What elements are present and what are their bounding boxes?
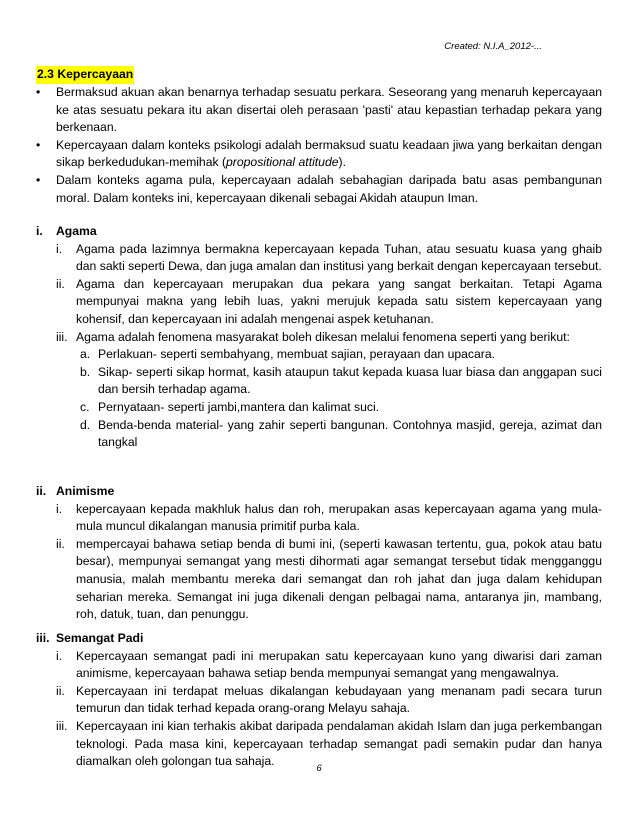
list-item-text: Agama dan kepercayaan merupakan dua pekara yang sangat berkaitan. Tetapi Agama mempunyai makna yang lebih luas, yakni merujuk kepada satu sistem kepercayaan yang kohensif, dan kepercayaan ini adalah mengenai aspek ketuhanan. [76,276,602,326]
list-item [36,683,602,718]
intro-bullet-text: Kepercayaan dalam konteks psikologi adalah bermaksud suatu keadaan jiwa yang berkaitan dengan sikap berkedudukan-memihak ( [56,137,602,170]
sub-list-item-letter: c. [80,399,90,414]
list-item [36,276,602,329]
section-heading [36,630,602,648]
list-item-text: Kepercayaan ini kian terhakis akibat daripada pendalaman akidah Islam dan juga perkembangan teknologi. Pada masa kini, kepercayaan terhadap semangat padi semakin pudar dan hanya diamalkan oleh golongan tua sahaja. [76,718,602,769]
intro-bullet-text: Dalam konteks agama pula, kepercayaan adalah sebahagian daripada batu asas pembangunan moral. Dalam konteks ini, kepercayaan dikenali sebagai Akidah ataupun Iman. [56,172,602,205]
sub-list-item [36,399,602,417]
list-item-text: Kepercayaan ini terdapat meluas dikalangan kebudayaan yang menanam padi secara turun temurun dan tidak terhad kepada orang-orang Melayu sahaja. [76,683,602,716]
intro-bullet-list [36,84,602,207]
sub-list-item [36,364,602,399]
section-semangat-padi [36,630,602,771]
sub-list-item-text: Pernyataan- seperti jambi,mantera dan kalimat suci. [98,399,380,414]
header-note: Created: N.I.A_2012-... [444,41,542,52]
section-heading-text: Agama [56,224,97,238]
section-number: i. [36,224,43,238]
page-number: 6 [316,763,322,774]
list-item-text: mempercayai bahawa setiap benda di bumi ini, (seperti kawasan tertentu, gua, pokok atau batu besar), mempunyai semangat yang mesti dihormati agar semangat tersebut tidak mengganggu manusia, malah membantu mereka dari semangat dan roh jahat dan juga dalam kehidupan seharian mereka. Semangat ini juga dikenali dengan pelbagai nama, antaranya jin, mambang, roh, datuk, tuan, dan penunggu. [76,536,602,622]
section-number: iii. [36,631,50,645]
list-item [36,648,602,683]
list-item-number: i. [56,501,63,516]
list-item-number: iii. [56,329,68,344]
section-agama [36,223,602,452]
sub-list-item-text: Perlakuan- seperti sembahyang, membuat sajian, perayaan dan upacara. [98,347,496,362]
list-item [36,329,602,347]
sub-list-item-letter: d. [80,417,91,432]
intro-bullet-text: Bermaksud akuan akan benarnya terhadap sesuatu perkara. Seseorang yang menaruh kepercayaan ke atas sesuatu pekara itu akan disertai oleh perasaan 'pasti' atau kepastian terhadap pekara yang berkenaan. [56,85,602,135]
sub-list-item [36,417,602,452]
list-item [36,536,602,624]
list-item-number: ii. [56,683,65,698]
list-item-text: Kepercayaan semangat padi ini merupakan satu kepercayaan kuno yang diwarisi dari zaman animisme, kepercayaan bahawa setiap benda mempunyai semangat yang mengawalnya. [76,648,602,681]
bullet-dot-icon: • [36,137,41,152]
section-heading-text: Animisme [56,484,115,498]
intro-bullet-tail: ). [338,155,346,170]
list-item-number: iii. [56,718,68,733]
list-item-text: Agama adalah fenomena masyarakat boleh dikesan melalui fenomena seperti yang berikut: [76,329,570,344]
list-item-number: i. [56,241,63,256]
sub-list-item-text: Sikap- seperti sikap hormat, kasih ataupun takut kepada kuasa luar biasa dan anggapan suci dan bersih terhadap agama. [98,364,602,397]
list-item [36,241,602,276]
sub-list-item-letter: b. [80,364,91,379]
section-title: 2.3 Kepercayaan [36,66,134,84]
list-item-text: kepercayaan kepada makhluk halus dan roh, merupakan asas kepercayaan agama yang mula-mula muncul dikalangan manusia primitif purba kala. [76,501,602,534]
list-item-text: Agama pada lazimnya bermakna kepercayaan kepada Tuhan, atau sesuatu kuasa yang ghaib dan sakti seperti Dewa, dan juga amalan dan institusi yang berkait dengan kepercayaan tersebut. [76,241,602,274]
section-heading [36,223,602,241]
section-heading [36,483,602,501]
intro-bullet [36,172,602,207]
bullet-dot-icon: • [36,172,41,187]
section-heading-text: Semangat Padi [56,631,144,645]
intro-bullet-italic: propositional attitude [226,155,339,170]
list-item-number: i. [56,648,63,663]
list-item-number: ii. [56,276,65,291]
section-animisme [36,483,602,624]
sub-list-item [36,346,602,364]
sub-list-item-letter: a. [80,347,91,362]
intro-bullet [36,137,602,172]
bullet-dot-icon: • [36,85,41,99]
section-number: ii. [36,484,47,498]
sub-list-item-text: Benda-benda material- yang zahir seperti bangunan. Contohnya masjid, gereja, azimat dan tangkal [98,417,602,450]
intro-bullet [36,84,602,137]
list-item-number: ii. [56,536,65,551]
list-item [36,501,602,536]
